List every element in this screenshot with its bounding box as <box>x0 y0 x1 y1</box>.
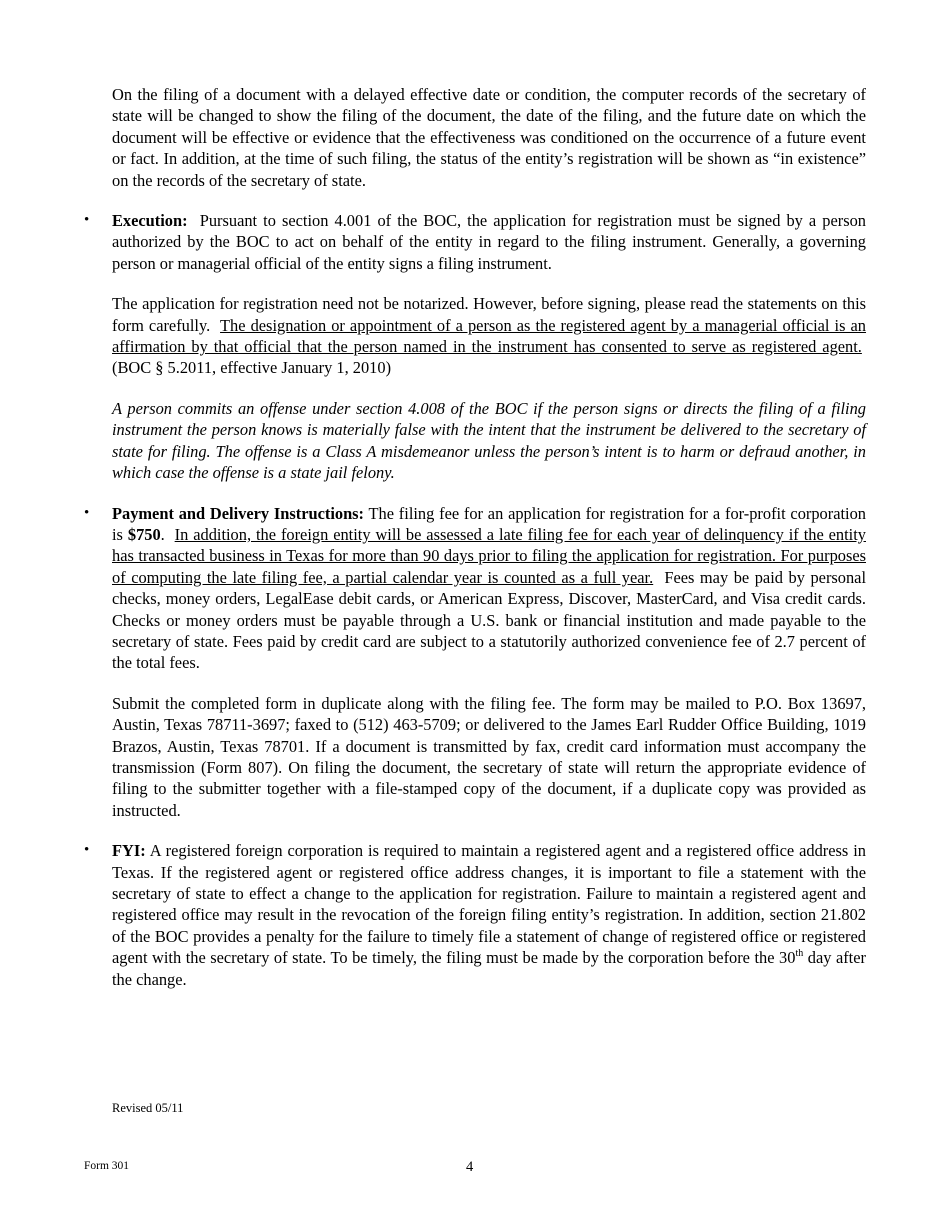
delayed-effective-paragraph: On the filing of a document with a delayed effective date or condition, the computer records of the secretary of state will be changed to show the filing of the document, the date of the filing, and the future date on which the document will be effective or evidence that the effectiveness was conditioned on the occurrence of a future event or fact. In addition, at the time of such filing, the status of the entity’s registration will be shown as “in existence” on the records of the secretary of state. <box>112 85 866 190</box>
ordinal-suffix: th <box>795 948 804 960</box>
payment-section <box>84 503 866 674</box>
document-body <box>84 84 867 1009</box>
fyi-heading: FYI: <box>112 841 146 861</box>
notarization-paragraph <box>112 293 866 379</box>
form-number: Form 301 <box>84 1160 130 1172</box>
submit-paragraph: Submit the completed form in duplicate along with the filing fee. The form may be mailed to P.O. Box 13697, Austin, Texas 78711-3697; faxed to (512) 463-5709; or delivered to the James Earl Rudder Office Building, 1019 Brazos, Austin, Texas 78701. If a document is transmitted by fax, credit card information must accompany the transmission (Form 807). On filing the document, the secretary of state will return the appropriate evidence of filing to the submitter together with a file-stamped copy of the document, if a duplicate copy was provided as instructed. <box>112 693 866 820</box>
payment-text: The filing fee for an application for registration for a for-profit corporation is <box>112 503 866 544</box>
payment-methods-text: Fees may be paid by personal checks, money orders, LegalEase debit cards, or American Express, Discover, MasterCard, and Visa credit cards. Checks or money orders must be payable through a U.S. bank or financial institution and made payable to the secretary of state. Fees paid by credit card are subject to a statutorily authorized convenience fee of 2.7 percent of the total fees. <box>112 567 866 673</box>
bullet-icon: • <box>84 504 90 521</box>
bullet-icon: • <box>84 842 90 859</box>
fyi-text-end: day after the change. <box>112 948 866 989</box>
fee-period: . <box>160 524 165 544</box>
agent-affirmation-text: The designation or appointment of a person as the registered agent by a managerial official is an affirmation by that official that the person named in the instrument has consented to serve as registered agent. <box>112 315 867 357</box>
notarization-text: The application for registration need not be notarized. However, before signing, please read the statements on this form carefully. <box>112 294 866 335</box>
payment-paragraph <box>112 503 866 674</box>
late-fee-text: In addition, the foreign entity will be assessed a late filing fee for each year of delinquency if the entity has transacted business in Texas for more than 90 days prior to filing the application for registration. For purposes of computing the late filing fee, a partial calendar year is counted as a full year. <box>112 524 866 587</box>
execution-paragraph <box>112 210 866 274</box>
execution-text: Pursuant to section 4.001 of the BOC, the application for registration must be signed by a person authorized by the BOC to act on behalf of the entity in regard to the filing instrument. Generally, a governing person or managerial official of the entity signs a filing instrument. <box>112 211 866 273</box>
fyi-paragraph <box>112 840 866 990</box>
boc-citation: (BOC § 5.2011, effective January 1, 2010) <box>112 358 392 378</box>
page-number: 4 <box>466 1159 474 1175</box>
payment-heading: Payment and Delivery Instructions: <box>112 503 365 523</box>
offense-paragraph: A person commits an offense under section 4.008 of the BOC if the person signs or directs the filing of a filing instrument the person knows is materially false with the intent that the instrument be delivered to the secretary of state for filing. The offense is a Class A misdemeanor unless the person’s intent is to harm or defraud another, in which case the offense is a state jail felony. <box>112 398 866 483</box>
bullet-icon: • <box>84 212 90 229</box>
revised-date: Revised 05/11 <box>112 1101 184 1115</box>
filing-fee: $750 <box>127 524 161 544</box>
fyi-text: A registered foreign corporation is required to maintain a registered agent and a registered office address in Texas. If the registered agent or registered office address changes, it is important to file a statement with the secretary of state to effect a change to the application for registration. Failure to maintain a registered agent and registered office may result in the revocation of the foreign filing entity’s registration. In addition, section 21.802 of the BOC provides a penalty for the failure to timely file a statement of change of registered office or registered agent with the secretary of state. To be timely, the filing must be made by the corporation before the 30 <box>112 841 866 968</box>
execution-heading: Execution: <box>112 211 188 231</box>
execution-section <box>84 210 866 274</box>
fyi-section <box>84 840 866 990</box>
